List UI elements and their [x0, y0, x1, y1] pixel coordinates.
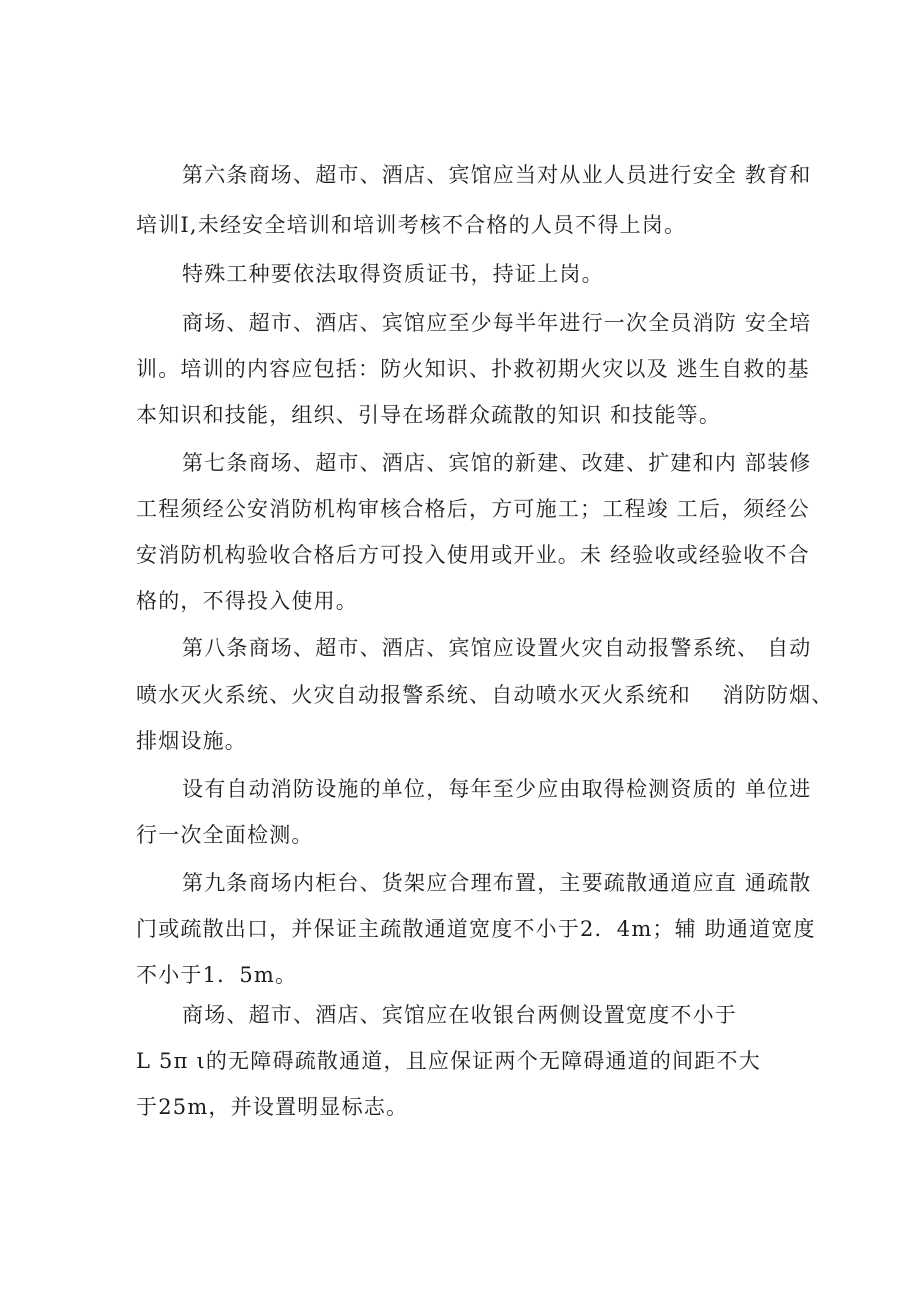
paragraph-line: L 5π ι的无障碍疏散通道，且应保证两个无障碍通道的间距不大 [136, 1049, 761, 1073]
paragraph-line: 训。培训的内容应包括：防火知识、扑救初期火灾以及 逃生自救的基 [136, 357, 810, 381]
paragraph-line: 商场、超市、酒店、宾馆应在收银台两侧设置宽度不小于 [182, 1003, 737, 1027]
paragraph-line: 于25m，并设置明显标志。 [136, 1095, 409, 1119]
paragraph-line: 不小于1．5m。 [136, 963, 298, 987]
paragraph-line: 格的，不得投入使用。 [136, 589, 358, 613]
paragraph-line: 第八条商场、超市、酒店、宾馆应设置火灾自动报警系统、 自动 [182, 636, 812, 660]
paragraph-line: 商场、超市、酒店、宾馆应至少每半年进行一次全员消防 安全培 [182, 311, 812, 335]
paragraph-line: 第七条商场、超市、酒店、宾馆的新建、改建、扩建和内 部装修 [182, 451, 812, 475]
paragraph-line: 设有自动消防设施的单位，每年至少应由取得检测资质的 单位进 [182, 777, 812, 801]
paragraph-line: 行一次全面检测。 [136, 823, 314, 847]
paragraph-line: 本知识和技能，组织、引导在场群众疏散的知识 和技能等。 [136, 403, 722, 427]
paragraph-line: 特殊工种要依法取得资质证书，持证上岗。 [182, 262, 604, 286]
paragraph-line: 喷水灭火系统、火灾自动报警系统、自动喷水灭火系统和 消防防烟、 [136, 683, 834, 707]
paragraph-line: 安消防机构验收合格后方可投入使用或开业。未 经验收或经验收不合 [136, 543, 810, 567]
paragraph-line: 第六条商场、超市、酒店、宾馆应当对从业人员进行安全 教育和 [182, 163, 812, 187]
paragraph-line: 第九条商场内柜台、货架应合理布置，主要疏散通道应直 通疏散 [182, 871, 812, 895]
paragraph-line: 排烟设施。 [136, 729, 247, 753]
paragraph-line: 培训I,未经安全培训和培训考核不合格的人员不得上岗。 [136, 213, 687, 237]
paragraph-line: 工程须经公安消防机构审核合格后，方可施工；工程竣 工后，须经公 [136, 497, 810, 521]
paragraph-line: 门或疏散出口，并保证主疏散通道宽度不小于2．4m；辅 助通道宽度 [136, 917, 816, 941]
